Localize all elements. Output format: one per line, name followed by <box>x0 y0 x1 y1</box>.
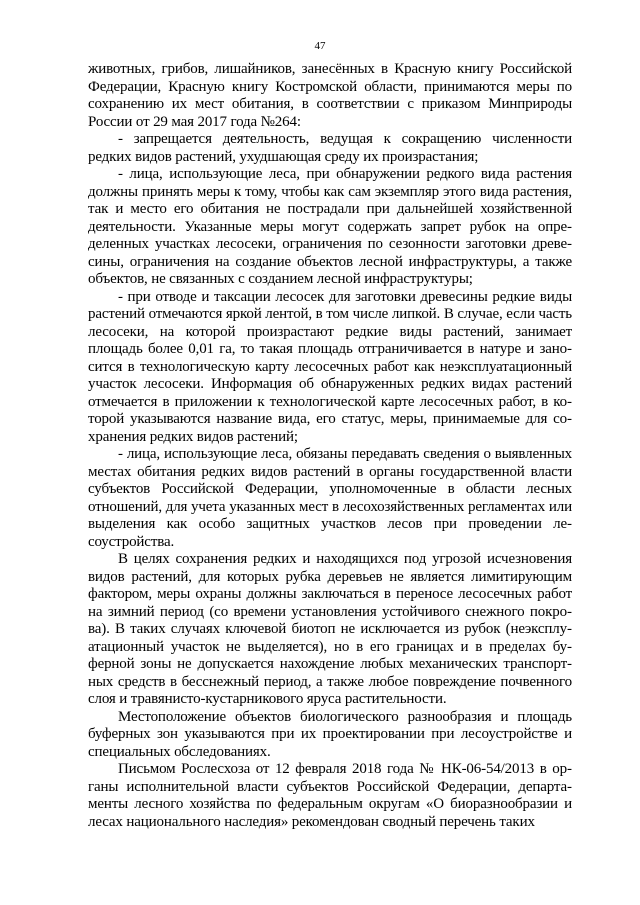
paragraph: - при отводе и таксации лесосек для заготовки древесины редкие виды растений отмечаются яркой лентой, в том числе липкой. В случае, если часть лесосеки, на которой произрастают редкие виды растений, занимает площадь более 0,01 га, то такая площадь отграничивается в натуре и заносится в технологическую карту лесосечных работ как неэксплуатационный участок лесосеки. Информация об обнаруженных редких видах растений отмечается в приложении к технологической карте лесосечных работ, в которой указываются название вида, его статус, меры, принимаемые для сохранения редких видов растений; <box>88 288 572 445</box>
paragraph: В целях сохранения редких и находящихся под угрозой исчезновения видов растений, для которых рубка деревьев не является лимитирующим фактором, меры охраны должны заключаться в переносе лесосечных работ на зимний период (со времени установления устойчивого снежного покрова). В таких случаях ключевой биотоп не исключается из рубок (неэксплуатационный участок не выделяется), но в его границах и в пределах буферной зоны не допускается нахождение любых механических транспортных средств в бесснежный период, а также любое повреждение почвенного слоя и травянисто-кустарникового яруса растительности. <box>88 551 572 707</box>
paragraph: - лица, использующие леса, при обнаружении редкого вида растения должны принять меры к тому, чтобы как сам экземпляр этого вида растения, так и место его обитания не пострадали при дальнейшей хозяйственной деятельности. Указанные меры могут содержать запрет рубок на определенных участках лесосеки, ограничения по сезонности заготовки древесины, ограничения на создание объектов лесной инфраструктуры, а также объектов, не связанных с созданием лесной инфраструктуры; <box>88 166 572 287</box>
paragraph: Местоположение объектов биологического разнообразия и площадь буферных зон указываются при их проектировании при лесоустройстве и специальных обследованиях. <box>88 708 572 760</box>
paragraph: - лица, использующие леса, обязаны передавать сведения о выявленных местах обитания редких видов растений в органы государственной власти субъектов Российской Федерации, уполномоченные в области лесных отношений, для учета указанных мест в лесохозяйственных регламентах или выделения как особо защитных участков лесов при проведении лесоустройства. <box>88 446 572 550</box>
paragraph: Письмом Рослесхоза от 12 февраля 2018 года № НК-06-54/2013 в органы исполнительной власти субъектов Российской Федерации, департаменты лесного хозяйства по федеральным округам «О биоразнообразии и лесах национального наследия» рекомендован сводный перечень таких <box>88 761 572 830</box>
paragraph: - запрещается деятельность, ведущая к сокращению численности редких видов растений, ухудшающая среду их произрастания; <box>88 131 572 165</box>
page-number: 47 <box>314 40 326 52</box>
document-body <box>88 61 572 831</box>
paragraph: животных, грибов, лишайников, занесённых в Красную книгу Российской Федерации, Красную книгу Костромской области, принимаются меры по сохранению их мест обитания, в соответствии с приказом Минприроды России от 29 мая 2017 года №264: <box>88 61 572 130</box>
